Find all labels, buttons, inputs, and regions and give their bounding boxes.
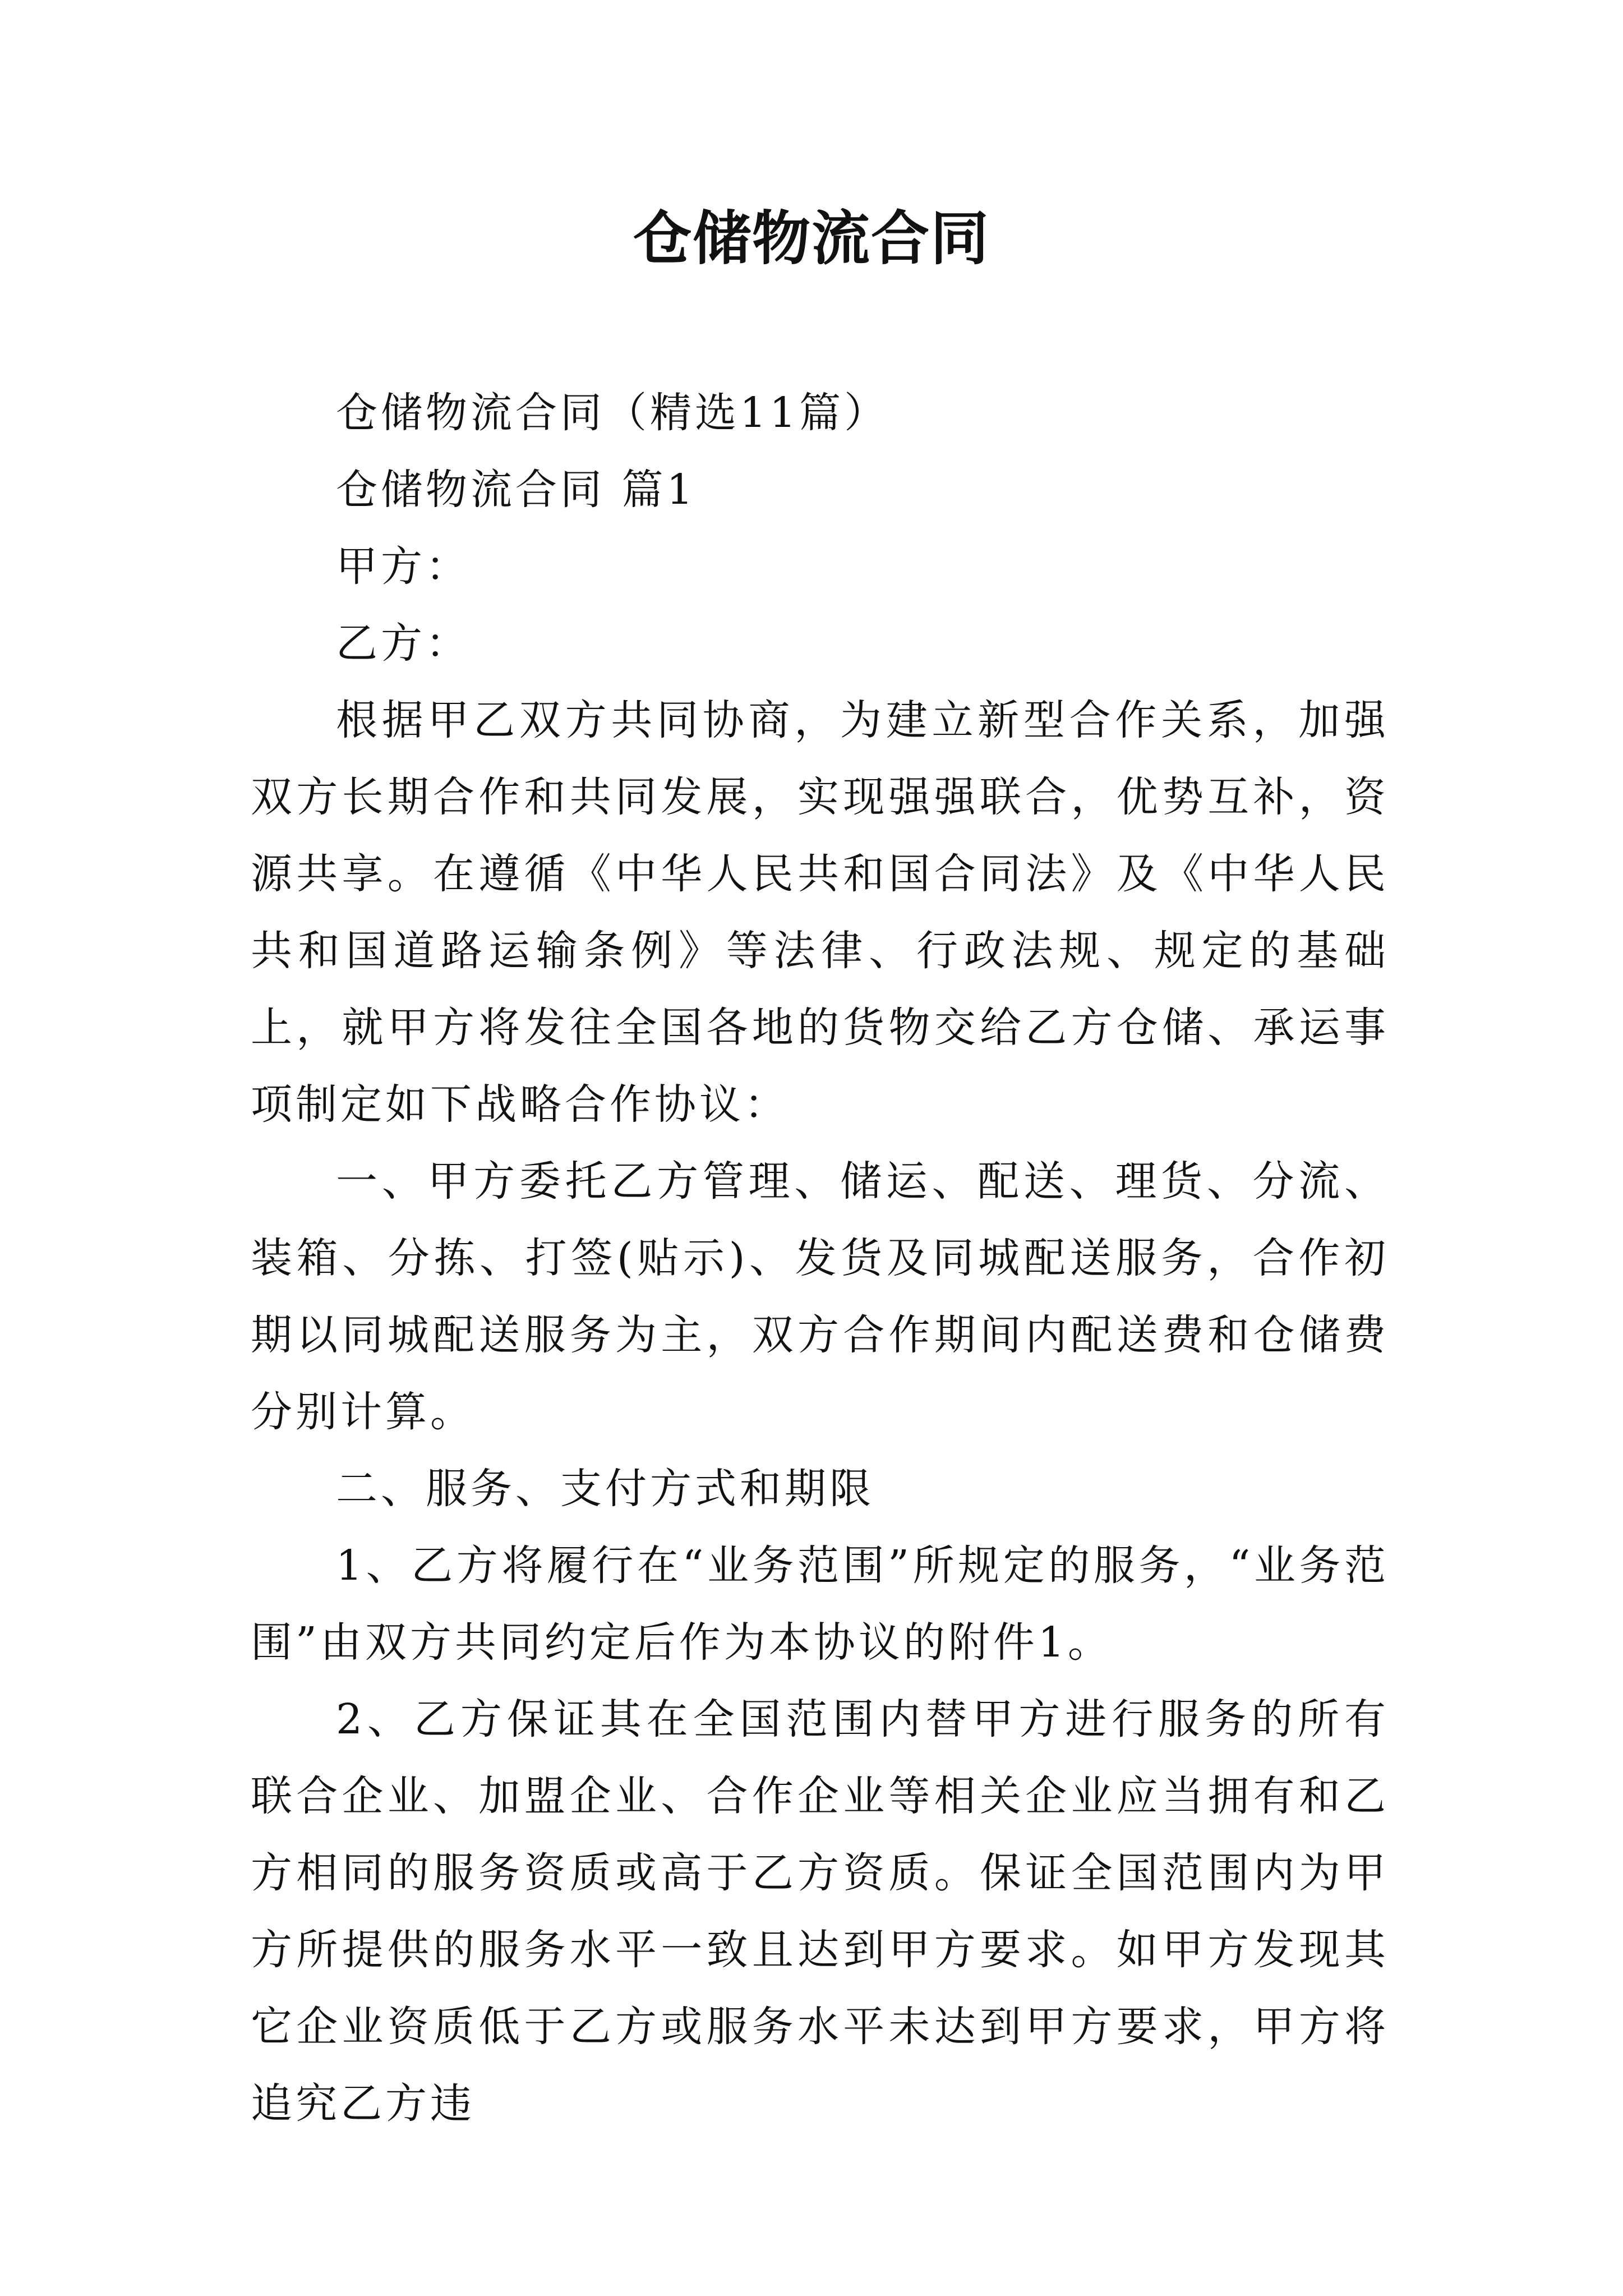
paragraph-clause-2-heading: 二、服务、支付方式和期限 [336, 1465, 874, 1513]
document-title: 仓储物流合同 [633, 204, 990, 273]
paragraph-subtitle: 仓储物流合同（精选11篇） [336, 389, 889, 437]
paragraph-clause-2-1: 1、乙方将履行在“业务范围”所规定的服务，“业务范围”由双方共同约定后作为本协议的附件1。 [251, 1542, 1389, 1667]
paragraph-party-a: 甲方： [336, 542, 471, 591]
paragraph-section-heading: 仓储物流合同 篇1 [336, 466, 697, 514]
paragraph-party-b: 乙方： [336, 619, 471, 668]
paragraph-clause-1: 一、甲方委托乙方管理、储运、配送、理货、分流、装箱、分拣、打签(贴示)、发货及同城配送服务，合作初期以同城配送服务为主，双方合作期间内配送费和仓储费分别计算。 [251, 1157, 1389, 1436]
document-body [251, 375, 1389, 2142]
paragraph-clause-2-2: 2、乙方保证其在全国范围内替甲方进行服务的所有联合企业、加盟企业、合作企业等相关企业应当拥有和乙方相同的服务资质或高于乙方资质。保证全国范围内为甲方所提供的服务水平一致且达到甲方要求。如甲方发现其它企业资质低于乙方或服务水平未达到甲方要求，甲方将追究乙方违 [251, 1695, 1389, 2128]
paragraph-preamble: 根据甲乙双方共同协商，为建立新型合作关系，加强双方长期合作和共同发展，实现强强联合，优势互补，资源共享。在遵循《中华人民共和国合同法》及《中华人民共和国道路运输条例》等法律、行政法规、规定的基础上，就甲方将发往全国各地的货物交给乙方仓储、承运事项制定如下战略合作协议： [251, 696, 1389, 1129]
